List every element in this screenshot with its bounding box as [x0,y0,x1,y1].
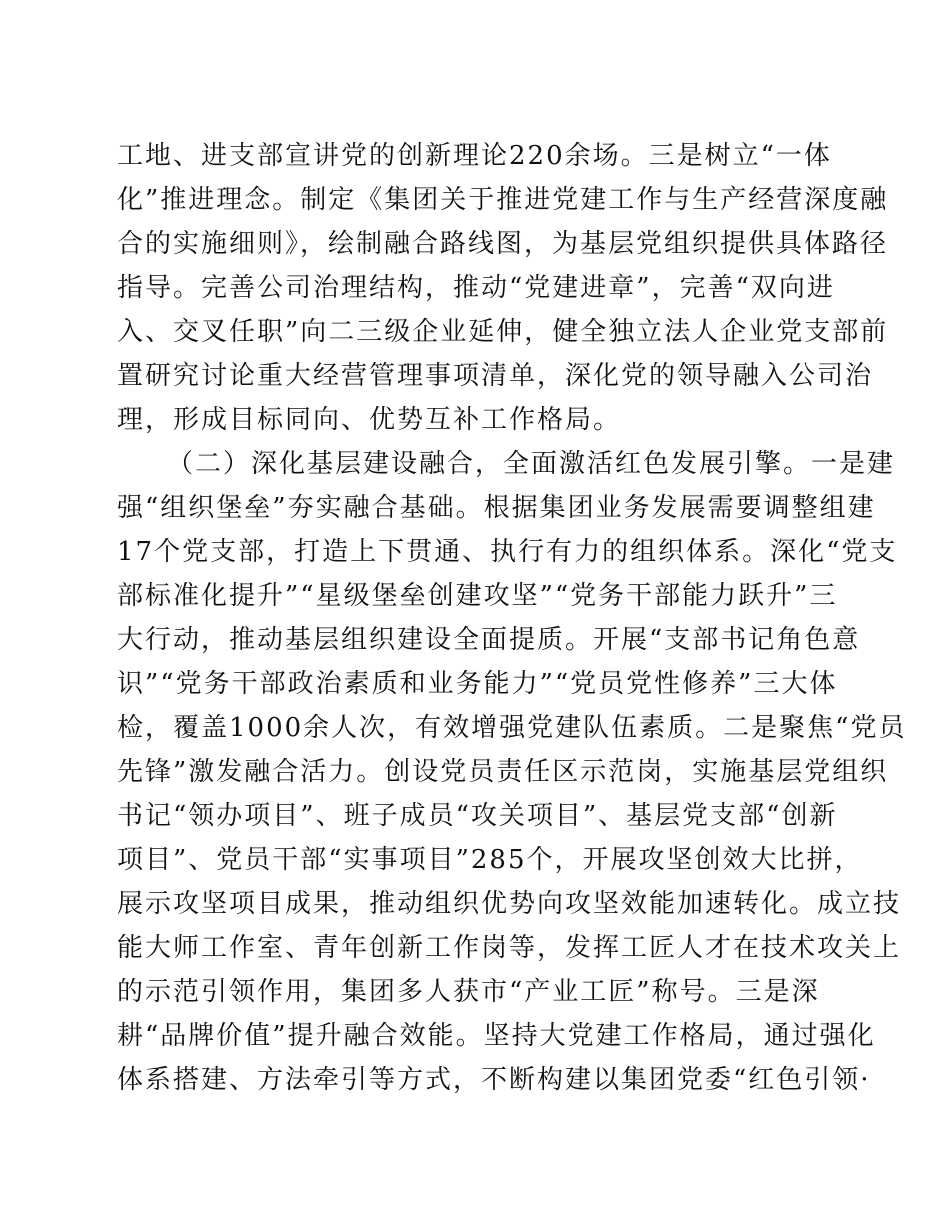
text-line: 书记“领办项目”、班子成员“攻关项目”、基层党支部“创新 [117,801,838,831]
text-line: 项目”、党员干部“实事项目”285个，开展攻坚创效大比拼， [117,845,863,875]
text-line: 强“组织堡垒”夯实融合基础。根据集团业务发展需要调整组建 [117,493,876,523]
text-line: 工地、进支部宣讲党的创新理论220余场。三是树立“一体 [117,141,832,171]
text-line: 的示范引领作用，集团多人获市“产业工匠”称号。三是深 [117,977,820,1007]
text-line: 大行动，推动基层组织建设全面提质。开展“支部书记角色意 [117,625,861,655]
text-line: 耕“品牌价值”提升融合效能。坚持大党建工作格局，通过强化 [117,1021,876,1051]
text-line: 合的实施细则》，绘制融合路线图，为基层党组织提供具体路径 [117,229,889,259]
text-line: 指导。完善公司治理结构，推动“党建进章”，完善“双向进 [117,273,835,303]
text-line: 理，形成目标同向、优势互补工作格局。 [117,405,622,435]
text-line: 体系搭建、方法牵引等方式，不断构建以集团党委“红色引领· [117,1065,871,1095]
text-line: 能大师工作室、青年创新工作岗等，发挥工匠人才在技术攻关上 [117,933,902,963]
text-line: 置研究讨论重大经营管理事项清单，深化党的领导融入公司治 [117,361,874,391]
text-line: 化”推进理念。制定《集团关于推进党建工作与生产经营深度融 [117,185,889,215]
text-line: 17个党支部，打造上下贯通、执行有力的组织体系。深化“党支 [117,537,898,567]
text-line: 检，覆盖1000余人次，有效增强党建队伍素质。二是聚焦“党员 [117,713,907,743]
text-line: 识”“党务干部政治素质和业务能力”“党员党性修养”三大体 [117,669,838,699]
text-line: 部标准化提升”“星级堡垒创建攻坚”“党务干部能力跃升”三 [117,581,838,611]
text-line: 先锋”激发融合活力。创设党员责任区示范岗，实施基层党组织 [117,757,889,787]
section-heading-line: （二）深化基层建设融合，全面激活红色发展引擎。一是建 [167,449,896,479]
text-line: 展示攻坚项目成果，推动组织优势向攻坚效能加速转化。成立技 [117,889,902,919]
text-line: 入、交叉任职”向二三级企业延伸，健全独立法人企业党支部前 [117,317,889,347]
body-text [117,134,907,1102]
